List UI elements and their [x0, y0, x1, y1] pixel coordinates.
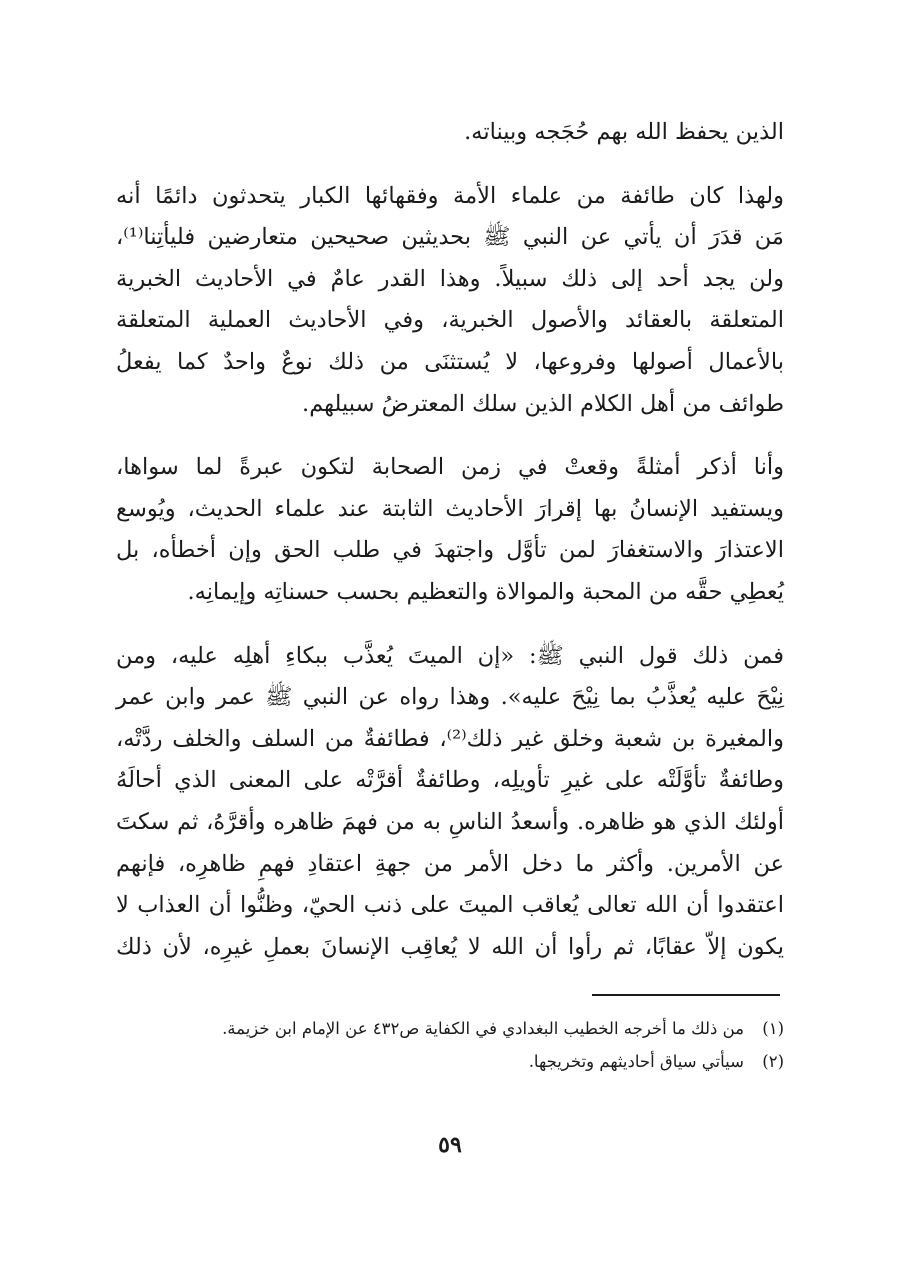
text-line: أولئك الذي هو ظاهره. وأسعدُ الناسِ به من فهمَ ظاهره وأقرَّهُ، ثم سكتَ — [116, 808, 784, 835]
text-line: فمن ذلك قول النبي ﷺ: «إن الميتَ يُعذَّب ببكاءِ أهلِه عليه، ومن — [116, 642, 784, 669]
text-line: والمغيرة بن شعبة وخلق غير ذلك⁽²⁾، فطائفةٌ من السلف والخلف ردَّتْه، — [116, 725, 784, 752]
text-line: الاعتذارَ والاستغفارَ لمن تأوَّل واجتهدَ في طلب الحق وإن أخطأه، بل — [116, 537, 784, 564]
footnotes — [116, 1012, 784, 1078]
footnote — [116, 1012, 784, 1045]
text-line: وطائفةٌ تأوَّلَتْه على غيرِ تأويلِه، وطائفةٌ أقرَّتْه على المعنى الذي أحالَهُ — [116, 767, 784, 794]
text-line: طوائف من أهل الكلام الذين سلك المعترضُ سبيلهم. — [302, 390, 784, 417]
text-line: ولن يجد أحد إلى ذلك سبيلاً. وهذا القدر عامٌ في الأحاديث الخبرية — [116, 265, 784, 292]
text-line: بالأعمال أصولها وفروعها، لا يُستثنَى من ذلك نوعٌ واحدٌ كما يفعلُ — [116, 348, 784, 375]
paragraph-gap — [116, 614, 784, 636]
footnote-number: (١) — [762, 1019, 784, 1038]
text-line: يكون إلاّ عقابًا، ثم رأوا أن الله لا يُعاقِب الإنسانَ بعملِ غيرِه، لأن ذلك — [116, 933, 784, 960]
footnote — [116, 1045, 784, 1078]
text-line: وأنا أذكر أمثلةً وقعتْ في زمن الصحابة لتكون عبرةً لما سواها، — [116, 454, 784, 481]
text-line: ولهذا كان طائفة من علماء الأمة وفقهائها الكبار يتحدثون دائمًا أنه — [116, 182, 784, 209]
page-number: ٥٩ — [438, 1132, 462, 1158]
footnote-text: سيأتي سياق أحاديثهم وتخريجها. — [528, 1052, 744, 1071]
footnote-number: (٢) — [762, 1052, 784, 1071]
footnote-text: من ذلك ما أخرجه الخطيب البغدادي في الكفاية ص٤٣٢ عن الإمام ابن خزيمة. — [222, 1019, 744, 1038]
paragraph-gap — [116, 154, 784, 176]
text-line: اعتقدوا أن الله تعالى يُعاقب الميتَ على ذنب الحيّ، وظنُّوا أن العذاب لا — [116, 892, 784, 919]
footnote-separator — [592, 994, 780, 996]
text-line: نِيْحَ عليه يُعذَّبُ بما نِيْحَ عليه». وهذا رواه عن النبي ﷺ عمر وابن عمر — [116, 684, 784, 711]
text-line: عن الأمرين. وأكثر ما دخل الأمر من جهةِ اعتقادِ فهمِ ظاهرِه، فإنهم — [116, 850, 784, 877]
text-line: مَن قدَرَ أن يأتي عن النبي ﷺ بحديثين صحيحين متعارضين فليأتِنا⁽¹⁾، — [116, 224, 784, 251]
text-line: ويستفيد الإنسانُ بها إقرارَ الأحاديث الثابتة عند علماء الحديث، ويُوسع — [116, 495, 784, 522]
text-line: الذين يحفظ الله بهم حُجَجه وبيناته. — [464, 119, 784, 145]
main-text — [116, 112, 784, 968]
paragraph-gap — [116, 425, 784, 447]
text-line: المتعلقة بالعقائد والأصول الخبرية، وفي الأحاديث العملية المتعلقة — [116, 307, 784, 334]
text-line: يُعطِي حقَّه من المحبة والموالاة والتعظيم بحسب حسناتِه وإيمانِه. — [187, 578, 784, 605]
